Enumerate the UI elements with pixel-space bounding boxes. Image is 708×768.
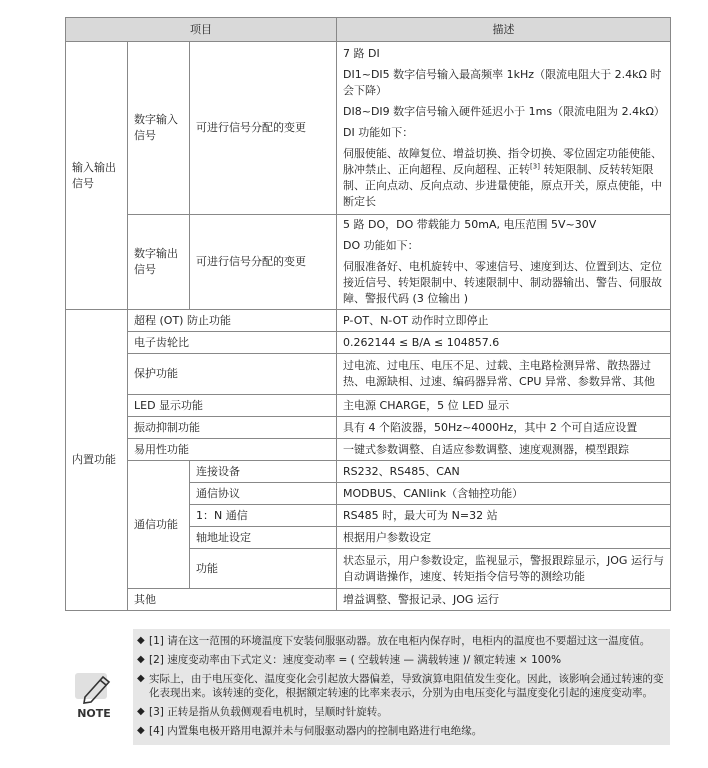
note-bullet: ◆: [137, 725, 145, 736]
row-desc: 具有 4 个陷波器，50Hz~4000Hz，其中 2 个可自适应设置: [337, 417, 671, 439]
comm-sub-name: 连接设备: [190, 461, 337, 483]
note-text: [1] 请在这一范围的环境温度下安装伺服驱动器。放在电柜内保存时，电柜内的温度也不要超过这一温度值。: [149, 635, 651, 647]
row-desc: P-OT、N-OT 动作时立即停止: [337, 310, 671, 332]
row-name: 保护功能: [128, 354, 337, 395]
pencil-icon: [65, 667, 123, 707]
spec-table: [65, 17, 671, 611]
comm-name: 通信功能: [128, 461, 190, 589]
comm-sub-name: 功能: [190, 549, 337, 589]
comm-sub-desc: MODBUS、CANlink（含轴控功能）: [337, 483, 671, 505]
note-item: [137, 634, 666, 648]
group-builtin: 内置功能: [66, 310, 128, 611]
note-bullet: ◆: [137, 654, 145, 665]
row-name: 振动抑制功能: [128, 417, 337, 439]
note-icon: [65, 667, 123, 723]
table-header-row: [66, 18, 671, 42]
di-functions: [343, 146, 664, 210]
note-item: [137, 653, 666, 667]
do-assign: 可进行信号分配的变更: [190, 215, 337, 310]
row-name: LED 显示功能: [128, 395, 337, 417]
header-desc: 描述: [337, 18, 671, 42]
row-desc: 0.262144 ≤ B/A ≤ 104857.6: [337, 332, 671, 354]
table-row: [66, 461, 671, 483]
table-row: [66, 354, 671, 395]
note-item: [137, 705, 666, 719]
row-desc: 过电流、过电压、电压不足、过载、主电路检测异常、散热器过热、电源缺相、过速、编码器异常、CPU 异常、参数异常、其他: [337, 354, 671, 395]
row-desc: 主电源 CHARGE，5 位 LED 显示: [337, 395, 671, 417]
do-desc: [337, 215, 671, 310]
di-name: 数字输入信号: [128, 42, 190, 215]
di-line: DI1~DI5 数字信号输入最高频率 1kHz（限流电阻大于 2.4kΩ 时会下降）: [343, 68, 662, 97]
comm-sub-desc: 根据用户参数设定: [337, 527, 671, 549]
note-item: [137, 672, 666, 700]
table-row: [66, 589, 671, 611]
di-desc: [337, 42, 671, 215]
di-functions-pre: 伺服使能、故障复位、增益切换、指令切换、零位固定功能使能、脉冲禁止、正向超程、反向超程、正转: [343, 147, 663, 176]
note-item: [137, 724, 666, 738]
di-line: DI 功能如下：: [343, 126, 414, 139]
comm-sub-desc: 状态显示，用户参数设定，监视显示，警报跟踪显示，JOG 运行与自动调谐操作，速度、转矩指令信号等的测绘功能: [337, 549, 671, 589]
table-row: [66, 332, 671, 354]
table-row: [66, 215, 671, 310]
table-row: [66, 395, 671, 417]
comm-sub-desc: RS232、RS485、CAN: [337, 461, 671, 483]
di-line: 7 路 DI: [343, 47, 380, 60]
row-name: 超程 (OT) 防止功能: [128, 310, 337, 332]
di-assign: 可进行信号分配的变更: [190, 42, 337, 215]
table-row: [66, 310, 671, 332]
header-item: 项目: [66, 18, 337, 42]
comm-sub-name: 1：N 通信: [190, 505, 337, 527]
note-list: [133, 629, 670, 745]
note-text: 实际上，由于电压变化、温度变化会引起放大器偏差，导致演算电阻值发生变化。因此，该影响会通过转速的变化表现出来。该转速的变化，根据额定转速的比率来表示，分别为由电压变化与温度变化引起的速度变动率。: [149, 673, 664, 699]
comm-sub-name: 轴地址设定: [190, 527, 337, 549]
do-line: 5 路 DO，DO 带载能力 50mA, 电压范围 5V~30V: [343, 218, 597, 231]
row-name: 易用性功能: [128, 439, 337, 461]
note-bullet: ◆: [137, 635, 145, 646]
row-name: 电子齿轮比: [128, 332, 337, 354]
table-row: [66, 417, 671, 439]
di-functions-post: 转矩限制、反转转矩限制、正向点动、反向点动、步进量使能，原点开关，原点使能，中断定长: [343, 163, 663, 208]
row-desc: 一键式参数调整、自适应参数调整、速度观测器，模型跟踪: [337, 439, 671, 461]
note-text: [2] 速度变动率由下式定义：速度变动率 = ( 空载转速 — 满载转速 )/ 额定转速 × 100%: [149, 654, 562, 666]
di-line: DI8~DI9 数字信号输入硬件延迟小于 1ms（限流电阻为 2.4kΩ）: [343, 105, 665, 118]
note-bullet: ◆: [137, 706, 145, 717]
table-row: [66, 42, 671, 215]
other-name: 其他: [128, 589, 337, 611]
group-io-signals: 输入输出信号: [66, 42, 128, 310]
note-label: NOTE: [77, 707, 111, 720]
table-row: [66, 439, 671, 461]
do-line: 伺服准备好、电机旋转中、零速信号、速度到达、位置到达、定位接近信号、转矩限制中、转速限制中、制动器输出、警告、伺服故障、警报代码 (3 位输出 ): [343, 260, 663, 305]
note-bullet: ◆: [137, 673, 145, 684]
note-text: [4] 内置集电极开路用电源并未与伺服驱动器内的控制电路进行电绝缘。: [149, 725, 483, 737]
other-desc: 增益调整、警报记录、JOG 运行: [337, 589, 671, 611]
note-section: [65, 629, 670, 759]
do-name: 数字输出信号: [128, 215, 190, 310]
do-line: DO 功能如下：: [343, 239, 419, 252]
comm-sub-desc: RS485 时，最大可为 N=32 站: [337, 505, 671, 527]
di-functions-ref: [3]: [530, 162, 540, 171]
comm-sub-name: 通信协议: [190, 483, 337, 505]
note-text: [3] 正转是指从负载侧观看电机时，呈顺时针旋转。: [149, 706, 388, 718]
